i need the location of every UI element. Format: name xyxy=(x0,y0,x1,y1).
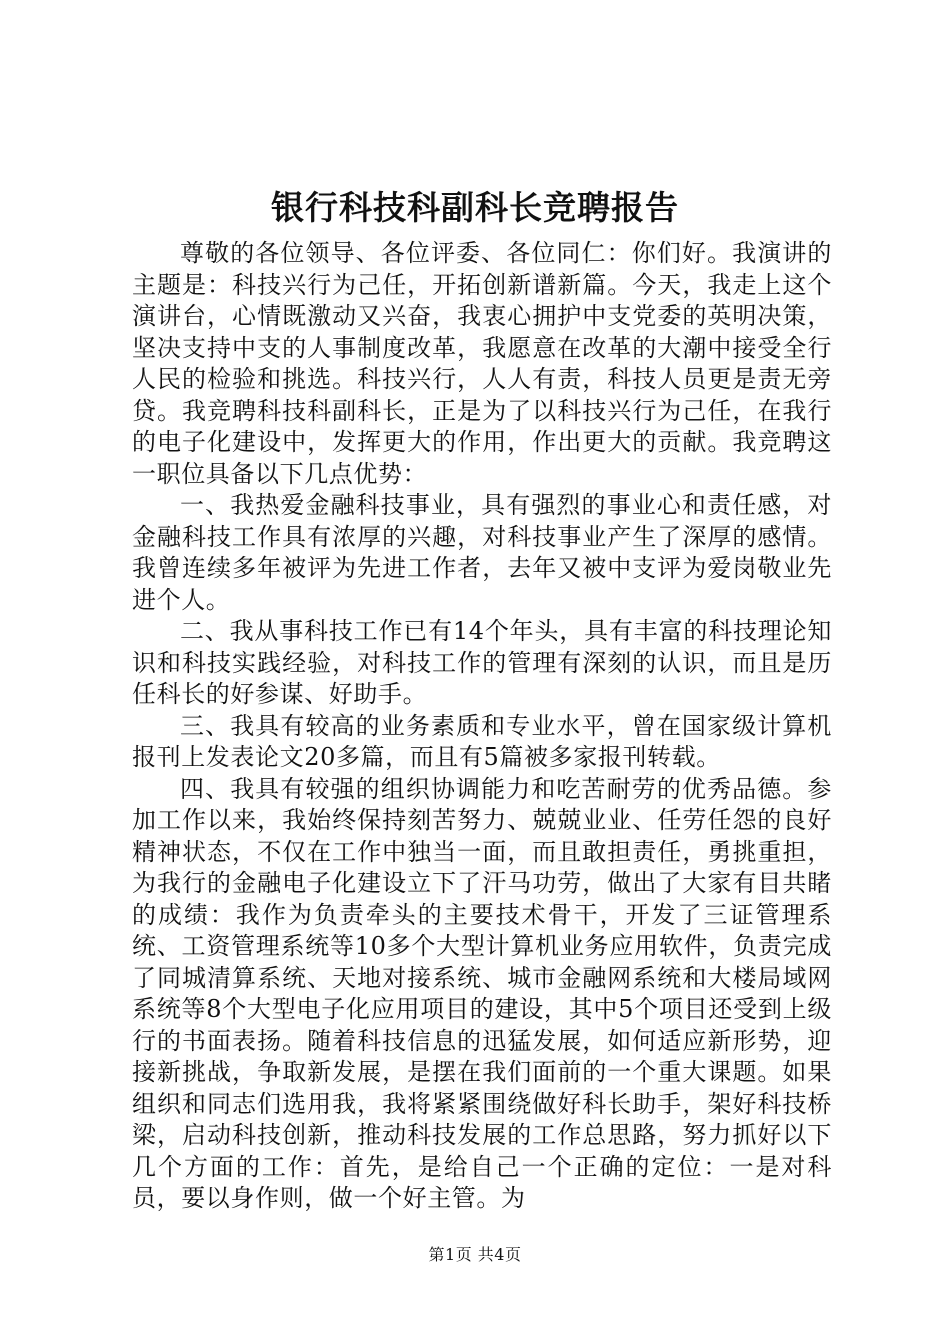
paragraph-point-three: 三、我具有较高的业务素质和专业水平，曾在国家级计算机报刊上发表论文20多篇，而且有5篇被多家报刊转载。 xyxy=(132,711,832,771)
page-footer: 第1页 共4页 xyxy=(428,1245,522,1264)
paragraph-point-two: 二、我从事科技工作已有14个年头，具有丰富的科技理论知识和科技实践经验，对科技工作的管理有深刻的认识，而且是历任科长的好参谋、好助手。 xyxy=(132,617,832,708)
paragraph-point-four: 四、我具有较强的组织协调能力和吃苦耐劳的优秀品德。参加工作以来，我始终保持刻苦努力、兢兢业业、任劳任怨的良好精神状态，不仅在工作中独当一面，而且敢担责任，勇挑重担，为我行的金融电子化建设立下了汗马功劳，做出了大家有目共睹的成绩：我作为负责牵头的主要技术骨干，开发了三证管理系统、工资管理系统等10多个大型计算机业务应用软件，负责完成了同城清算系统、天地对接系统、城市金融网系统和大楼局域网系统等8个大型电子化应用项目的建设，其中5个项目还受到上级行的书面表扬。随着科技信息的迅猛发展，如何适应新形势，迎接新挑战，争取新发展，是摆在我们面前的一个重大课题。如果组织和同志们选用我，我将紧紧围绕做好科长助手，架好科技桥梁，启动科技创新，推动科技发展的工作总思路，努力抓好以下几个方面的工作：首先，是给自己一个正确的定位：一是对科员，要以身作则，做一个好主管。为 xyxy=(132,774,832,1212)
paragraph-point-one: 一、我热爱金融科技事业，具有强烈的事业心和责任感，对金融科技工作具有浓厚的兴趣，对科技事业产生了深厚的感情。我曾连续多年被评为先进工作者，去年又被中支评为爱岗敬业先进个人。 xyxy=(132,491,832,614)
page-title: 银行科技科副科长竞聘报告 xyxy=(271,188,679,227)
paragraph-greeting: 尊敬的各位领导、各位评委、各位同仁：你们好。我演讲的主题是：科技兴行为己任，开拓创新谱新篇。今天，我走上这个演讲台，心情既激动又兴奋，我衷心拥护中支党委的英明决策，坚决支持中支的人事制度改革，我愿意在改革的大潮中接受全行人民的检验和挑选。科技兴行，人人有责，科技人员更是责无旁贷。我竞聘科技科副科长，正是为了以科技兴行为己任，在我行的电子化建设中，发挥更大的作用，作出更大的贡献。我竞聘这一职位具备以下几点优势： xyxy=(132,239,832,488)
document-body xyxy=(132,238,832,1215)
